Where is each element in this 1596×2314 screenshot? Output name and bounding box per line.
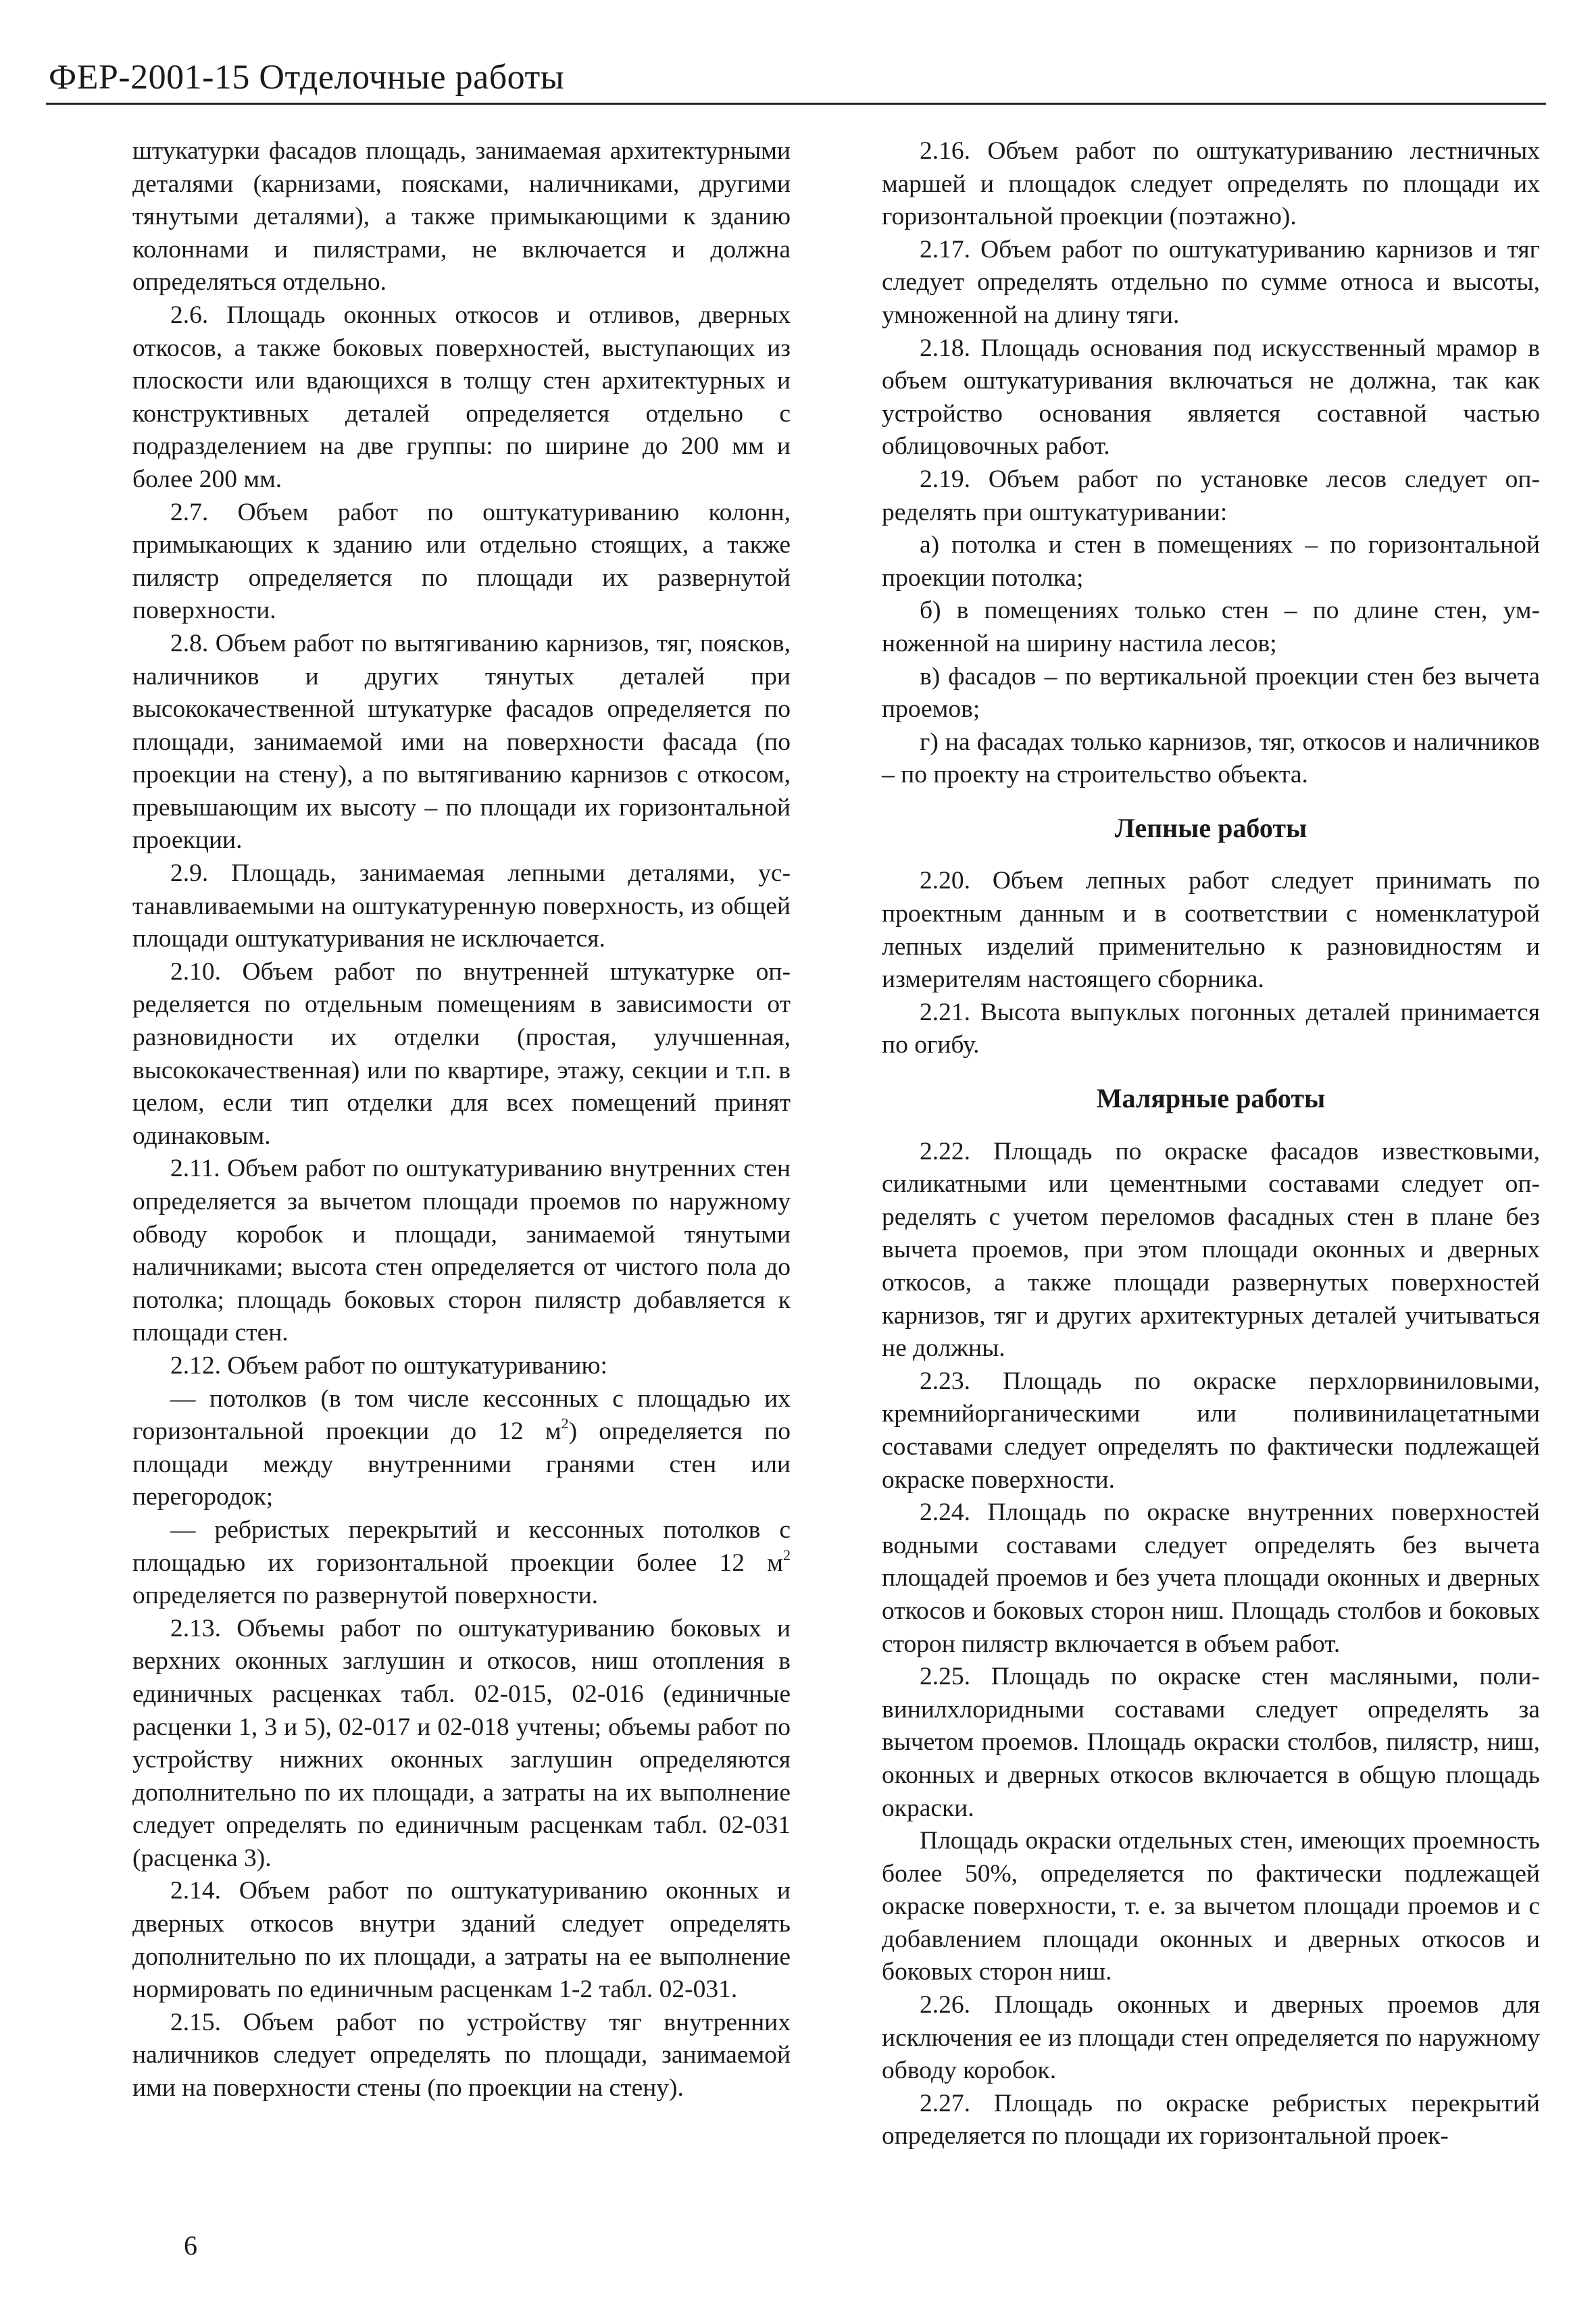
- paragraph-2-17: 2.17. Объем работ по оштукатуриванию карнизов и тяг следует определять отдельно по сумме относа и высоты, умноженной на длину тяги.: [882, 235, 1540, 329]
- paragraph-2-13: 2.13. Объемы работ по оштукатуриванию боковых и верхних оконных заглушин и откосов, ниш отопления в единичных расценках табл. 02-015, 02-016 (единичные расценки 1, 3 и 5), 02-017 и 02-018 учтены; объемы работ по устройству нижних оконных заглушин определяются дополнительно по их площади, а затраты на их выполнение следует определять по единичным расценкам табл. 02-031 (расценка 3).: [132, 1614, 791, 1872]
- page-number: 6: [184, 2230, 197, 2261]
- right-column: [882, 135, 1540, 2153]
- paragraph-2-6: 2.6. Площадь оконных откосов и отливов, дверных откосов, а также боковых поверхностей, выступающих из плоскости или вдающихся в толщу стен архитектурных и конструктивных деталей определяется отдельно с подразделением на две группы: по ширине до 200 мм и более 200 мм.: [132, 301, 791, 493]
- paragraph-2-19-a: а) потолка и стен в помещениях – по горизонтальной проекции потолка;: [882, 531, 1540, 592]
- paragraph-2-12: 2.12. Объем работ по оштукатуриванию:: [170, 1351, 607, 1380]
- paragraph-2-22: 2.22. Площадь по окраске фасадов известковыми, силикатными или цементными составами следует определять с учетом переломов фасадных стен в плане без вычета проемов, при этом площади оконных и дверных откосов, а также площади развернутых поверхностей карнизов, тяг и других архитектурных деталей учитываться не должны.: [882, 1137, 1540, 1363]
- paragraph-2-15: 2.15. Объем работ по устройству тяг внутренних наличников следует определять по площади, занимаемой ими на поверхности стены (по проекции на стену).: [132, 2008, 791, 2103]
- paragraph-2-19-b: б) в помещениях только стен – по длине стен, умноженной на ширину настила лесов;: [882, 597, 1540, 657]
- paragraph-2-25: 2.25. Площадь по окраске стен масляными, поливинилхлоридными составами следует определять за вычетом проемов. Площадь окраски столбов, пилястр, ниш, оконных и дверных откосов включается в общую площадь окраски.: [882, 1663, 1540, 1822]
- paragraph-2-5-continuation: штукатурки фасадов площадь, занимаемая архитектурными деталями (карнизами, поясками, наличниками, другими тянутыми деталями), а также примыкающими к зданию колоннами и пилястрами, не включается и должна определяться отдельно.: [132, 137, 791, 297]
- paragraph-2-12-ceilings-text-end: ) определяется по площади между внутренними гранями стен или перегородок;: [132, 1417, 791, 1511]
- paragraph-2-10: 2.10. Объем работ по внутренней штукатурке определяется по отдельным помещениям в зависимости от разновидности их отделки (простая, улучшенная, высококачественная) или по квартире, этажу, секции и т.п. в целом, если тип отделки для всех помещений принят одинаковым.: [132, 957, 791, 1150]
- superscript-squared: 2: [783, 1546, 791, 1563]
- paragraph-2-12-ribbed-text-end: определяется по развернутой поверхности.: [132, 1582, 599, 1610]
- paragraph-2-26: 2.26. Площадь оконных и дверных проемов для исключения ее из площади стен определяется по наружному обводу коробок.: [882, 1991, 1540, 2085]
- paragraph-2-19: 2.19. Объем работ по установке лесов следует определять при оштукатуривании:: [882, 465, 1540, 526]
- paragraph-2-7: 2.7. Объем работ по оштукатуриванию колонн, примыкающих к зданию или отдельно стоящих, а также пилястр определяется по площади их развернутой поверхности.: [132, 498, 791, 625]
- paragraph-2-16: 2.16. Объем работ по оштукатуриванию лестничных маршей и площадок следует определять по площади их горизонтальной проекции (поэтажно).: [882, 137, 1540, 231]
- superscript-squared: 2: [561, 1415, 569, 1432]
- paragraph-2-25-openings: Площадь окраски отдельных стен, имеющих проемность более 50%, определяется по фактически подлежащей окраске поверхности, т. е. за вычетом площади проемов и с добавлением площади оконных и дверных откосов и боковых сторон ниш.: [882, 1827, 1540, 1986]
- section-heading-molding: Лепные работы: [1114, 812, 1307, 843]
- paragraph-2-19-d: г) на фасадах только карнизов, тяг, откосов и наличников – по проекту на строительство объекта.: [882, 728, 1540, 789]
- paragraph-2-12-ribbed-text: — ребристых перекрытий и кессонных потолков с площадью их горизонтальной проекции более 12 м: [132, 1515, 791, 1577]
- paragraph-2-11: 2.11. Объем работ по оштукатуриванию внутренних стен определяется за вычетом площади проемов по наружному обводу коробок и площади, занимаемой тянутыми наличниками; высота стен определяется от чистого пола до потолка; площадь боковых сторон пилястр добавляется к площади стен.: [132, 1155, 791, 1347]
- paragraph-2-23: 2.23. Площадь по окраске перхлорвиниловыми, кремнийорганическими или поливинилацетатными составами следует определять по фактически подлежащей окраске поверхности.: [882, 1367, 1540, 1494]
- paragraph-2-14: 2.14. Объем работ по оштукатуриванию оконных и дверных откосов внутри зданий следует определять дополнительно по их площади, а затраты на ее выполнение нормировать по единичным расценкам 1-2 табл. 02-031.: [132, 1877, 791, 2004]
- header-title: ФЕР-2001-15 Отделочные работы: [49, 58, 565, 97]
- paragraph-2-24: 2.24. Площадь по окраске внутренних поверхностей водными составами следует определять без вычета площадей проемов и без учета площади оконных и дверных откосов и боковых сторон ниш. Площадь столбов и боковых сторон пилястр включается в объем работ.: [882, 1499, 1540, 1658]
- paragraph-2-27: 2.27. Площадь по окраске ребристых перекрытий определяется по площади их горизонтальной проек-: [882, 2089, 1540, 2150]
- paragraph-2-9: 2.9. Площадь, занимаемая лепными деталями, устанавливаемыми на оштукатуренную поверхность, из общей площади оштукатуривания не исключается.: [132, 859, 791, 953]
- page-header: [46, 47, 1546, 105]
- paragraph-2-12-ceilings: [132, 1383, 791, 1514]
- left-column: [132, 135, 791, 2105]
- paragraph-2-18: 2.18. Площадь основания под искусственный мрамор в объем оштукатуривания включаться не должна, так как устройство основания является составной частью облицовочных работ.: [882, 334, 1540, 461]
- paragraph-2-20: 2.20. Объем лепных работ следует принимать по проектным данным и в соответствии с номенклатурой лепных изделий применительно к разновидностям и измерителям настоящего сборника.: [882, 867, 1540, 994]
- section-heading-painting: Малярные работы: [1096, 1083, 1326, 1114]
- paragraph-2-12-ceilings-text: — потолков (в том числе кессонных с площадью их горизонтальной проекции до 12 м: [132, 1384, 791, 1446]
- paragraph-2-8: 2.8. Объем работ по вытягиванию карнизов, тяг, поясков, наличников и других тянутых деталей при высококачественной штукатурке фасадов определяется по площади, занимаемой ими на поверхности фасада (по проекции на стену), а по вытягиванию карнизов с откосом, превышающим их высоту – по площади их горизонтальной проекции.: [132, 629, 791, 855]
- paragraph-2-21: 2.21. Высота выпуклых погонных деталей принимается по огибу.: [882, 998, 1540, 1059]
- paragraph-2-12-ribbed: [132, 1514, 791, 1613]
- paragraph-2-19-c: в) фасадов – по вертикальной проекции стен без вычета проемов;: [882, 662, 1540, 724]
